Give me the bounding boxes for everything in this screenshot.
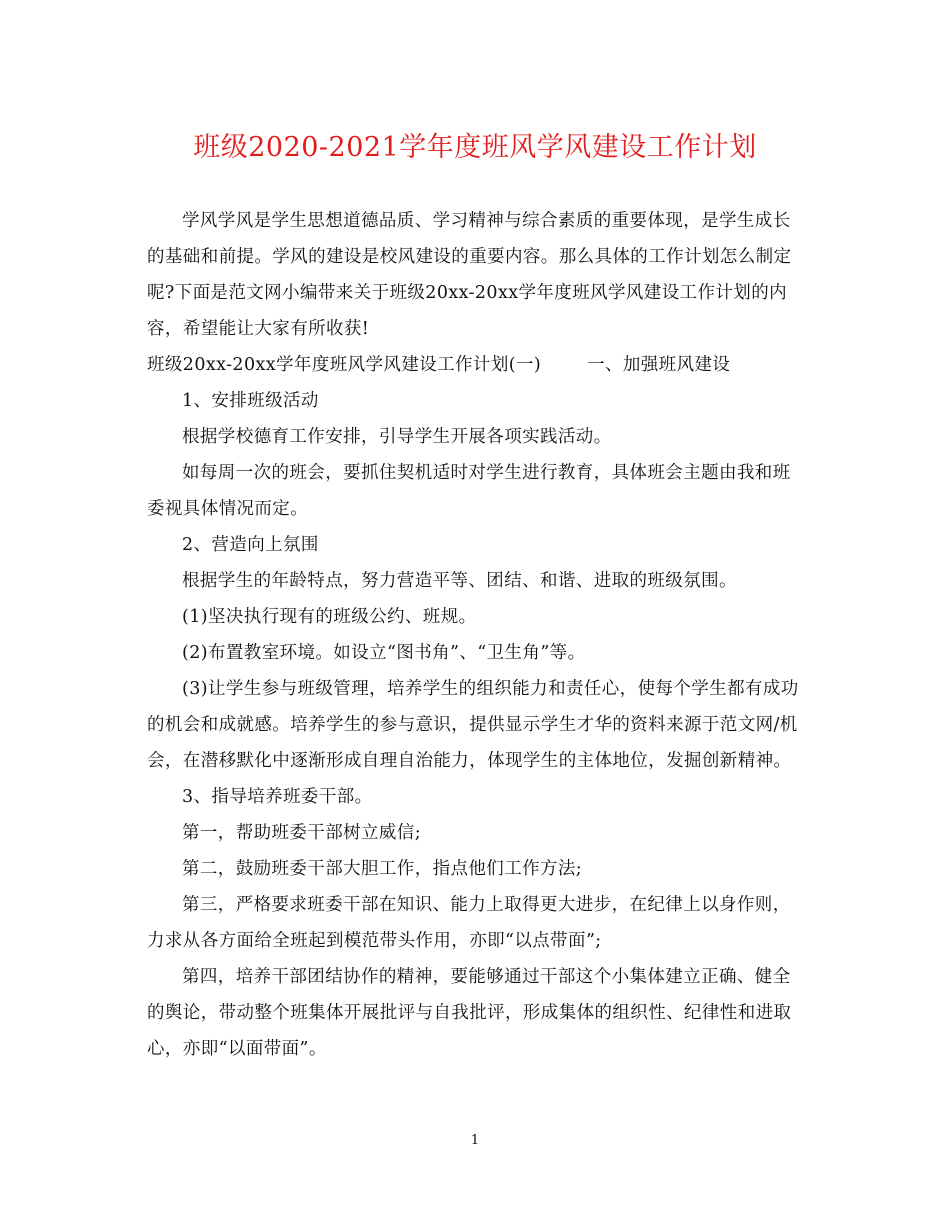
paragraph-first: 第一，帮助班委干部树立威信; — [182, 823, 421, 843]
section-heading-1: 一、加强班风建设 — [587, 355, 731, 375]
paragraph-item-2: (2)布置教室环境。如设立“图书角”、“卫生角”等。 — [182, 643, 586, 663]
paragraph-activities: 根据学校德育工作安排，引导学生开展各项实践活动。 — [182, 427, 612, 447]
intro-paragraph: 学风学风是学生思想道德品质、学习精神与综合素质的重要体现，是学生成长的基础和前提。学风的建设是校风建设的重要内容。那么具体的工作计划怎么制定呢?下面是范文网小编带来关于班级20xx-20xx学年度班风学风建设工作计划的内容，希望能让大家有所收获! — [147, 211, 792, 339]
paragraph-second: 第二，鼓励班委干部大胆工作，指点他们工作方法; — [182, 859, 583, 879]
document-title: 班级2020-2021学年度班风学风建设工作计划 — [193, 132, 757, 163]
document-body — [147, 203, 802, 1067]
paragraph-item-1: (1)坚决执行现有的班级公约、班规。 — [182, 607, 477, 627]
paragraph-third: 第三，严格要求班委干部在知识、能力上取得更大进步，在纪律上以身作则，力求从各方面给全班起到模范带头作用，亦即“以点带面”; — [147, 895, 791, 951]
paragraph-fourth: 第四，培养干部团结协作的精神，要能够通过干部这个小集体建立正确、健全的舆论，带动整个班集体开展批评与自我批评，形成集体的组织性、纪律性和进取心，亦即“以面带面”。 — [147, 967, 792, 1059]
section-heading-line — [147, 347, 802, 383]
subheading-2: 2、营造向上氛围 — [182, 535, 319, 555]
paragraph-class-meeting: 如每周一次的班会，要抓住契机适时对学生进行教育，具体班会主题由我和班委视具体情况而定。 — [147, 463, 791, 519]
subheading-3: 3、指导培养班委干部。 — [182, 787, 373, 807]
paragraph-atmosphere: 根据学生的年龄特点，努力营造平等、团结、和谐、进取的班级氛围。 — [182, 571, 737, 591]
paragraph-item-3: (3)让学生参与班级管理，培养学生的组织能力和责任心，使每个学生都有成功的机会和成就感。培养学生的参与意识，提供显示学生才华的资料来源于范文网/机会，在潜移默化中逐渐形成自理自治能力，体现学生的主体地位，发掘创新精神。 — [147, 679, 799, 771]
subheading-1: 1、安排班级活动 — [182, 391, 319, 411]
plan-heading: 班级20xx-20xx学年度班风学风建设工作计划(一) — [147, 355, 542, 375]
page-number: 1 — [470, 1133, 480, 1148]
